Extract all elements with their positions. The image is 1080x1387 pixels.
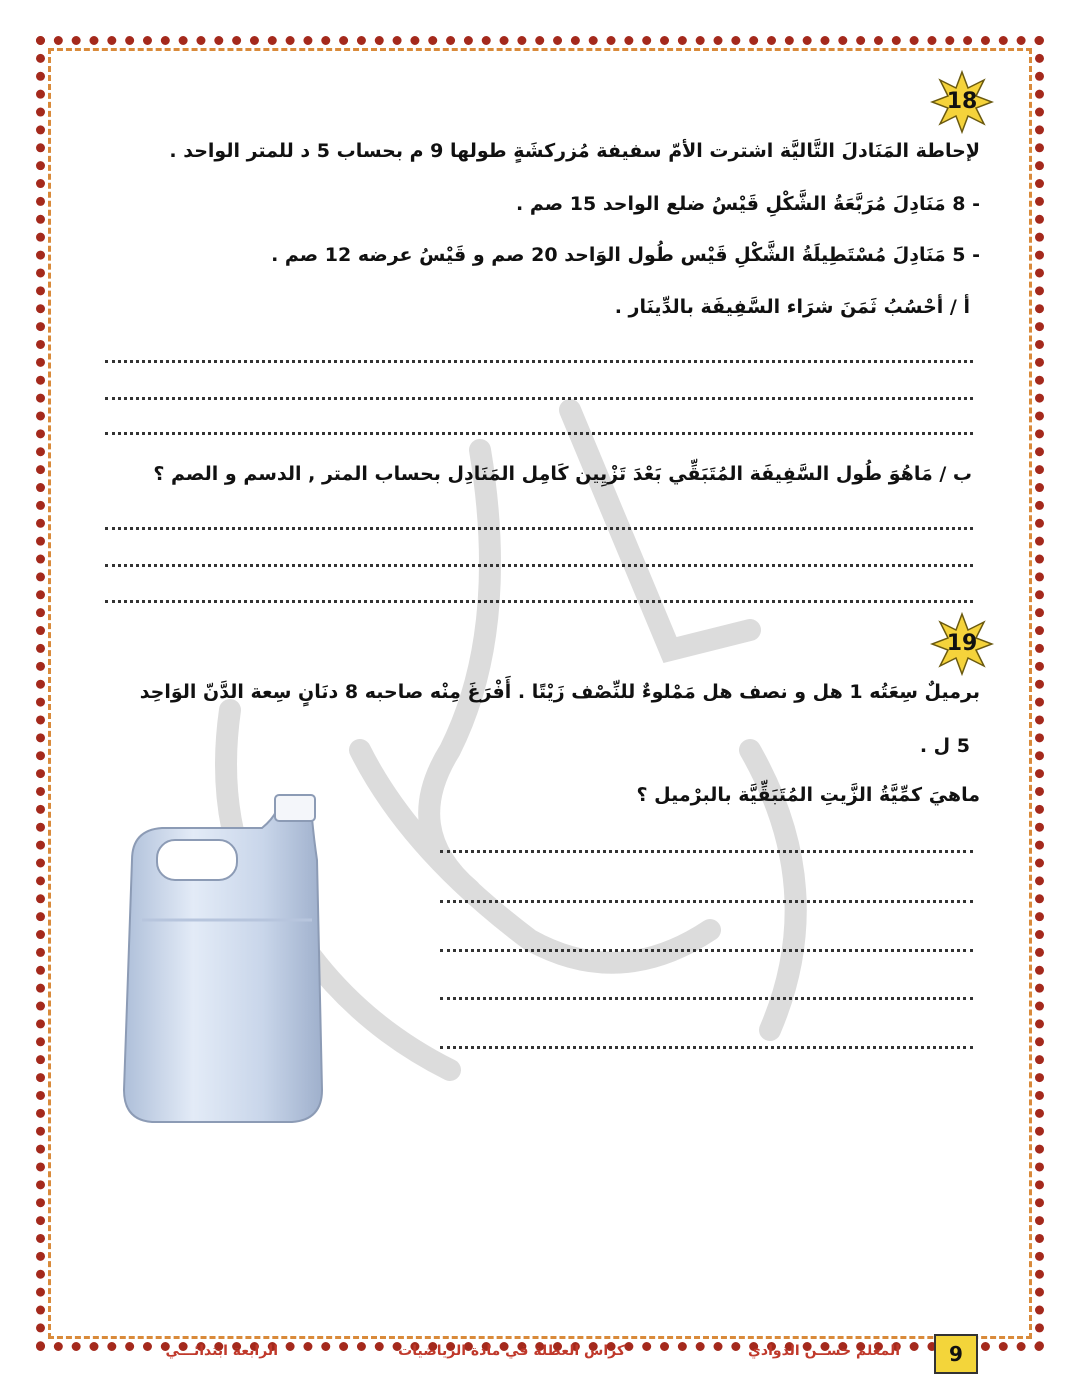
q18-item-squares: - 8 مَنَادِلَ مُرَبَّعَةُ الشَّكْلِ قَيْسُ ضلع الواحد 15 صم . <box>516 193 980 215</box>
footer-grade: الرابعة ابتدائـــي <box>165 1343 278 1359</box>
answer-line[interactable] <box>440 850 973 853</box>
q18-part-a: أ / أحْسُبُ ثَمَنَ شرَاء السَّفِيفَة بالدِّينَار . <box>614 296 970 318</box>
answer-line[interactable] <box>440 900 973 903</box>
q19-statement-cont: 5 ل . <box>919 735 970 757</box>
q19-question: ماهيَ كمِّيَّةُ الزَّيتِ المُتَبَقِّيَّة بالبرْميل ؟ <box>636 784 980 806</box>
footer-book-title: كراس العطلة في مادة الرياضيات <box>398 1343 625 1359</box>
answer-line[interactable] <box>440 949 973 952</box>
question-19-badge <box>930 612 994 676</box>
answer-line[interactable] <box>105 432 973 435</box>
answer-line[interactable] <box>105 360 973 363</box>
answer-line[interactable] <box>440 1046 973 1049</box>
question-19-number: 19 <box>946 631 978 656</box>
q18-item-rectangles: - 5 مَنَادِلَ مُسْتَطِيلَةُ الشَّكْلِ قَيْس طُول الوَاحد 20 صم و قَيْسُ عرضه 12 صم . <box>271 244 980 266</box>
answer-line[interactable] <box>440 997 973 1000</box>
answer-line[interactable] <box>105 600 973 603</box>
plastic-jug-image <box>112 790 332 1130</box>
question-18-number: 18 <box>946 89 978 114</box>
footer-teacher: المعلم حســن الذوادي <box>748 1343 900 1359</box>
q18-part-b: ب / مَاهُوَ طُول السَّفِيفَة المُتَبَقِّي بَعْدَ تَزْيِين كَامِل المَنَادِل بحساب المتر , الدسم و الصم ؟ <box>153 463 972 485</box>
answer-line[interactable] <box>105 397 973 400</box>
question-18-badge <box>930 70 994 134</box>
answer-line[interactable] <box>105 527 973 530</box>
answer-line[interactable] <box>105 564 973 567</box>
q19-statement: برميلٌ سِعَتُه 1 هل و نصف هل مَمْلوءٌ للنِّصْف زَيْتًا . أَفْرَغَ مِنْه صاحبه 8 دنَانٍ سِعة الدَّنّ الوَاحِد <box>139 681 980 703</box>
page-number: 9 <box>934 1334 978 1374</box>
q18-statement: لإحاطة المَنَادلَ التَّاليَّة اشترت الأمّ سفيفة مُزركشَةٍ طولها 9 م بحساب 5 د للمتر الواحد . <box>169 140 980 162</box>
